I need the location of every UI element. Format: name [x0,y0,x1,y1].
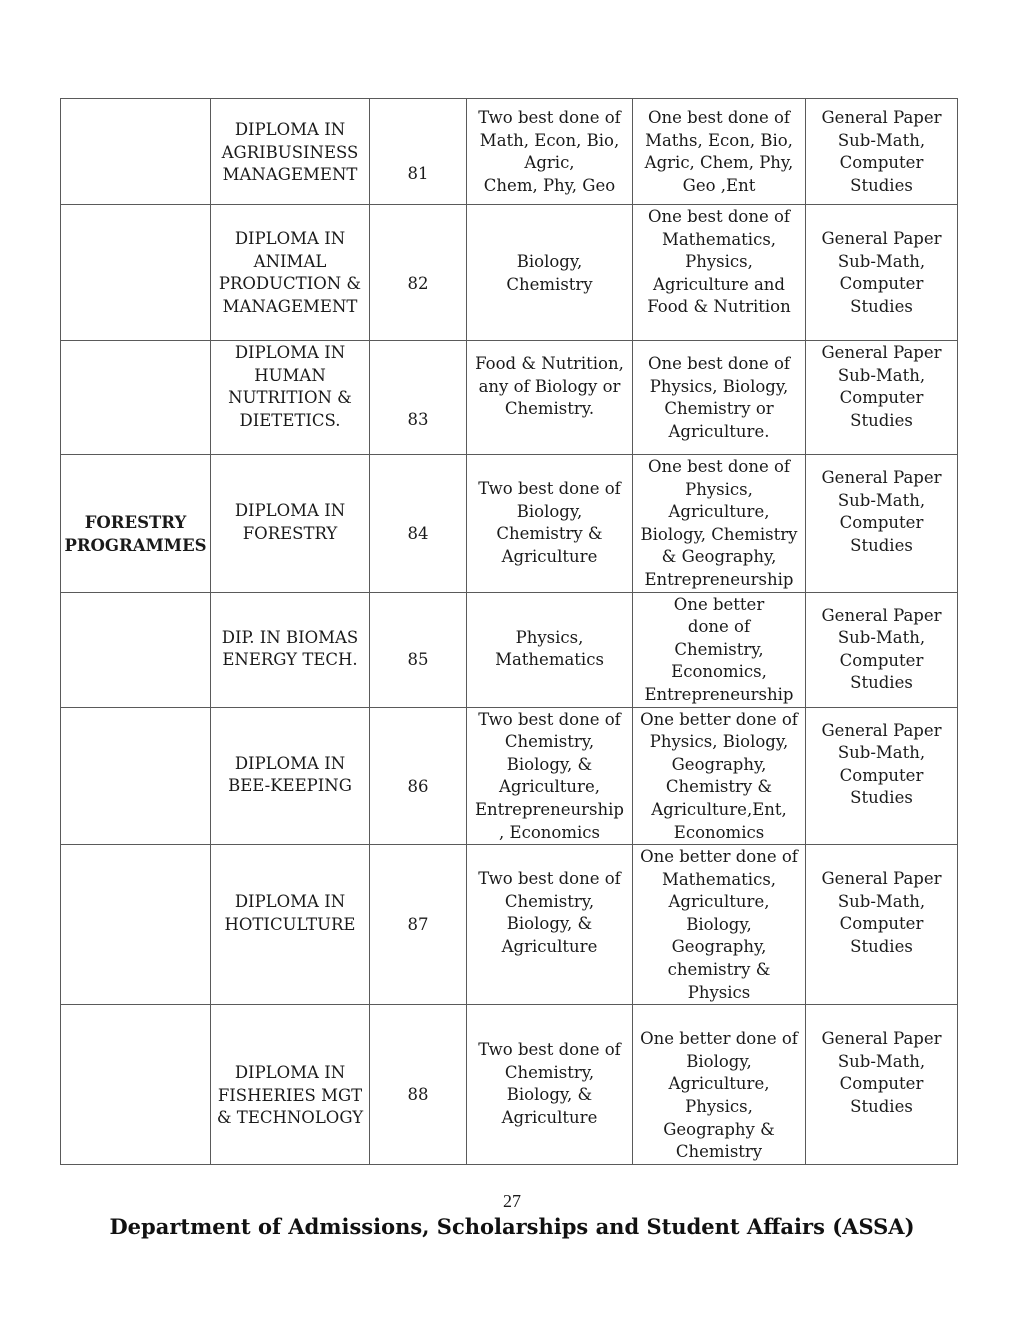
requirement-c-cell: General Paper Sub-Math, Computer Studies [806,592,958,707]
programme-cell: DIPLOMA IN AGRIBUSINESS MANAGEMENT [211,99,370,205]
programme-cell: DIP. IN BIOMAS ENERGY TECH. [211,592,370,707]
requirement-b-cell: One best done of Maths, Econ, Bio, Agric, Chem, Phy, Geo ,Ent [633,99,806,205]
table-row [61,341,958,455]
table-row [61,592,958,707]
code-cell: 82 [370,205,467,341]
table-row [61,845,958,1005]
code-cell: 83 [370,341,467,455]
table-row [61,205,958,341]
code-cell: 81 [370,99,467,205]
group-cell [61,205,211,341]
requirement-a-cell: Two best done of Chemistry, Biology, & Agriculture [467,845,633,1005]
group-cell [61,707,211,845]
code-cell: 88 [370,1005,467,1165]
group-cell [61,845,211,1005]
table-row [61,455,958,593]
requirement-a-cell: Biology, Chemistry [467,205,633,341]
page-number: 27 [503,1191,521,1211]
code-cell: 84 [370,455,467,593]
requirement-b-cell: One better done of Biology, Agriculture, Physics, Geography & Chemistry [633,1005,806,1165]
table-row [61,707,958,845]
requirement-a-cell: Two best done of Math, Econ, Bio, Agric, Chem, Phy, Geo [467,99,633,205]
programme-cell: DIPLOMA IN FISHERIES MGT & TECHNOLOGY [211,1005,370,1165]
code-cell: 85 [370,592,467,707]
requirement-c-cell: General Paper Sub-Math, Computer Studies [806,99,958,205]
programme-cell: DIPLOMA IN BEE-KEEPING [211,707,370,845]
requirement-b-cell: One best done of Physics, Agriculture, Biology, Chemistry & Geography, Entrepreneurship [633,455,806,593]
group-cell [61,1005,211,1165]
requirement-b-cell: One better done of Chemistry, Economics, Entrepreneurship [633,592,806,707]
programmes-table [60,98,958,1165]
requirement-a-cell: Physics, Mathematics [467,592,633,707]
programme-cell: DIPLOMA IN HOTICULTURE [211,845,370,1005]
requirement-c-cell: General Paper Sub-Math, Computer Studies [806,845,958,1005]
requirement-b-cell: One best done of Mathematics, Physics, Agriculture and Food & Nutrition [633,205,806,341]
requirement-a-cell: Two best done of Biology, Chemistry & Agriculture [467,455,633,593]
requirement-c-cell: General Paper Sub-Math, Computer Studies [806,1005,958,1165]
group-cell [61,592,211,707]
requirement-a-cell: Food & Nutrition, any of Biology or Chemistry. [467,341,633,455]
programme-cell: DIPLOMA IN ANIMAL PRODUCTION & MANAGEMENT [211,205,370,341]
department-footer: Department of Admissions, Scholarships and Student Affairs (ASSA) [109,1214,915,1239]
programme-cell: DIPLOMA IN FORESTRY [211,455,370,593]
programme-cell: DIPLOMA IN HUMAN NUTRITION & DIETETICS. [211,341,370,455]
requirement-b-cell: One best done of Physics, Biology, Chemistry or Agriculture. [633,341,806,455]
requirement-b-cell: One better done of Mathematics, Agriculture, Biology, Geography, chemistry & Physics [633,845,806,1005]
group-cell [61,99,211,205]
table-row [61,99,958,205]
table-row [61,1005,958,1165]
code-cell: 87 [370,845,467,1005]
requirement-c-cell: General Paper Sub-Math, Computer Studies [806,455,958,593]
requirement-a-cell: Two best done of Chemistry, Biology, & Agriculture, Entrepreneurship , Economics [467,707,633,845]
requirement-c-cell: General Paper Sub-Math, Computer Studies [806,205,958,341]
requirement-a-cell: Two best done of Chemistry, Biology, & Agriculture [467,1005,633,1165]
group-cell [61,341,211,455]
requirement-c-cell: General Paper Sub-Math, Computer Studies [806,341,958,455]
group-cell-forestry: FORESTRY PROGRAMMES [61,455,211,593]
code-cell: 86 [370,707,467,845]
requirement-c-cell: General Paper Sub-Math, Computer Studies [806,707,958,845]
requirement-b-cell: One better done of Physics, Biology, Geography, Chemistry & Agriculture,Ent, Economics [633,707,806,845]
